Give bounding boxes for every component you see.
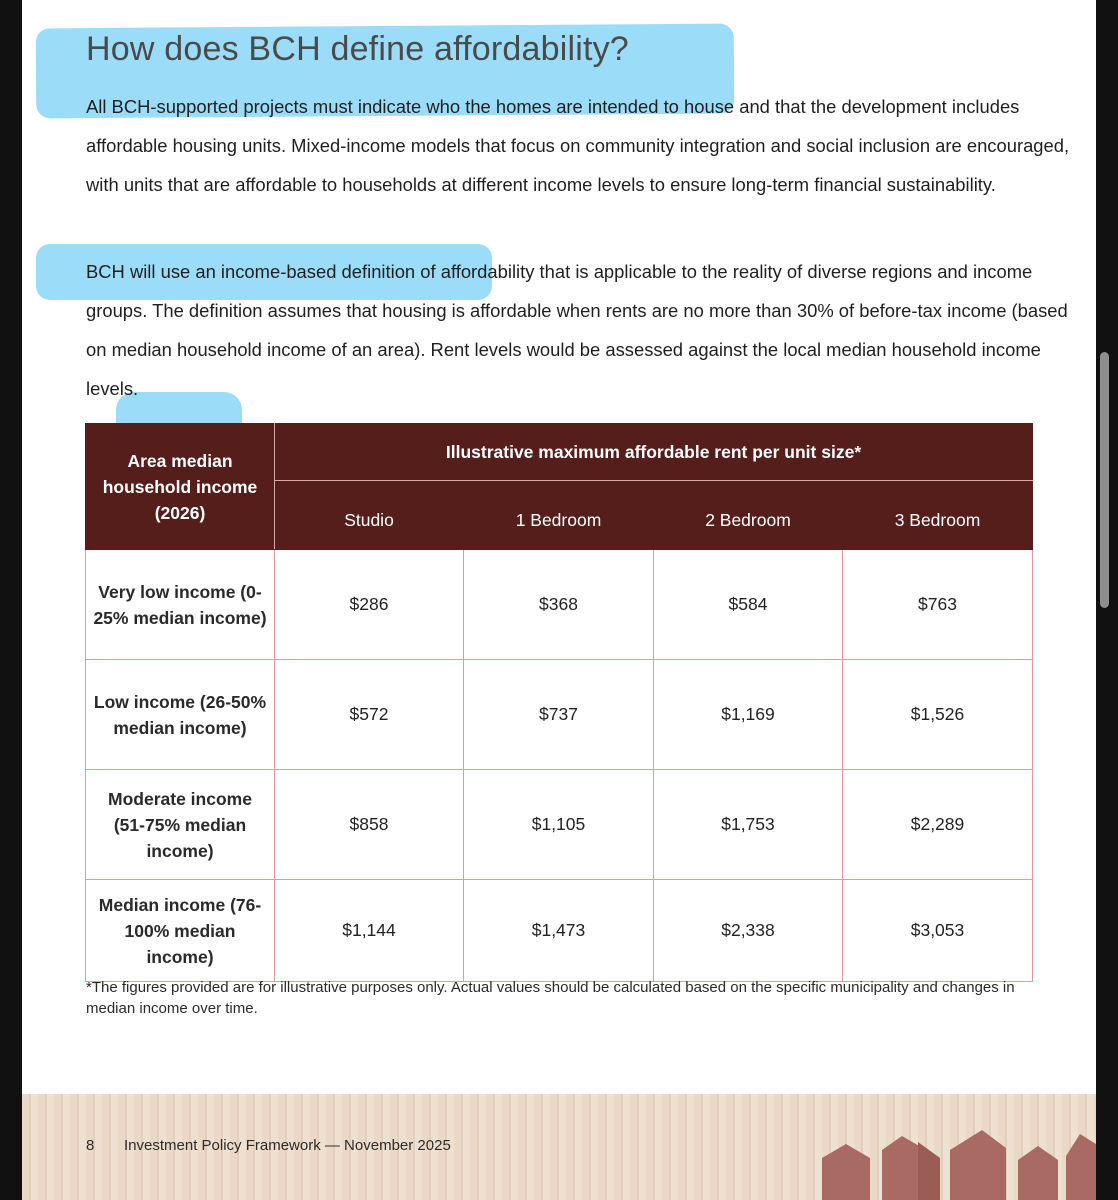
table-cell: $1,753	[654, 770, 843, 880]
table-cell: $858	[275, 770, 464, 880]
table-row	[86, 550, 1033, 660]
table-cell: $368	[464, 550, 654, 660]
footer-title: Investment Policy Framework — November 2025	[124, 1137, 451, 1154]
row-label-median-income: Median income (76-100% median income)	[86, 880, 275, 982]
table-row	[86, 660, 1033, 770]
table-cell: $2,338	[654, 880, 843, 982]
table-cell: $3,053	[843, 880, 1033, 982]
table-row	[86, 880, 1033, 982]
page-title: How does BCH define affordability?	[86, 30, 629, 68]
affordable-rent-table	[85, 423, 1033, 982]
column-header-1-bedroom: 1 Bedroom	[464, 481, 654, 550]
table-cell: $584	[654, 550, 843, 660]
row-label-very-low-income: Very low income (0-25% median income)	[86, 550, 275, 660]
column-header-2-bedroom: 2 Bedroom	[654, 481, 843, 550]
table-corner-header: Area median household income (2026)	[86, 424, 275, 550]
paragraph-affordable-units: All BCH-supported projects must indicate who the homes are intended to house and that the development includes affordable housing units. Mixed-income models that focus on community integration and social inclusion are encouraged, with units that are affordable to households at different income levels to ensure long-term financial sustainability.	[86, 96, 1070, 195]
table-cell: $2,289	[843, 770, 1033, 880]
table-footnote: *The figures provided are for illustrative purposes only. Actual values should be calculated based on the specific municipality and changes in median income over time.	[86, 979, 1015, 1017]
column-header-3-bedroom: 3 Bedroom	[843, 481, 1033, 550]
row-label-moderate-income: Moderate income (51-75% median income)	[86, 770, 275, 880]
table-cell: $1,169	[654, 660, 843, 770]
table-cell: $1,526	[843, 660, 1033, 770]
table-cell: $286	[275, 550, 464, 660]
table-cell: $1,144	[275, 880, 464, 982]
table-cell: $1,105	[464, 770, 654, 880]
document-page	[22, 0, 1096, 1200]
table-cell: $1,473	[464, 880, 654, 982]
table-row	[86, 770, 1033, 880]
table-cell: $737	[464, 660, 654, 770]
scrollbar[interactable]	[1100, 352, 1109, 608]
page-number: 8	[86, 1137, 95, 1154]
column-header-studio: Studio	[275, 481, 464, 550]
table-cell: $763	[843, 550, 1033, 660]
table-cell: $572	[275, 660, 464, 770]
houses-icon	[822, 1128, 1096, 1200]
paragraph-income-definition: BCH will use an income-based definition of affordability that is applicable to the reality of diverse regions and income groups. The definition assumes that housing is affordable when rents are no more than 30% of before-tax income (based on median household income of an area). Rent levels would be assessed against the local median household income levels.	[86, 261, 1068, 399]
table-span-header: Illustrative maximum affordable rent per unit size*	[275, 424, 1033, 481]
row-label-low-income: Low income (26-50% median income)	[86, 660, 275, 770]
